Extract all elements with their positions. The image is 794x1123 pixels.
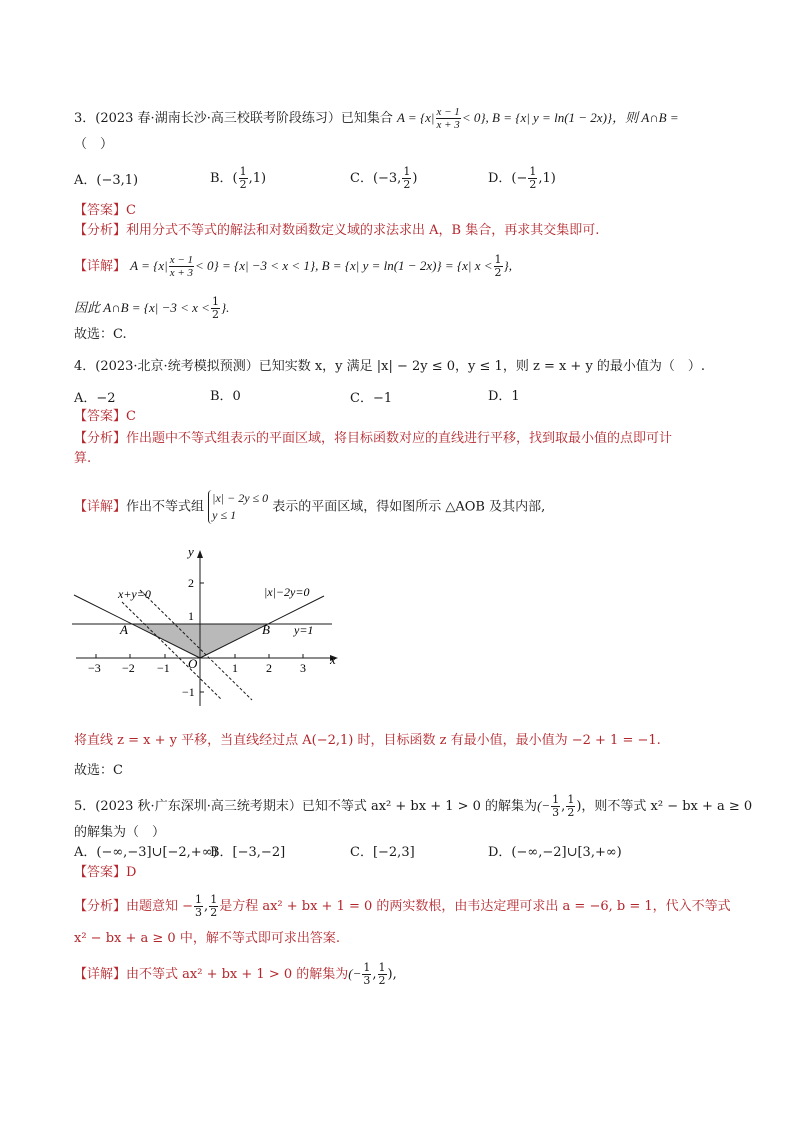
q5-den-1: 3: [552, 806, 560, 819]
q5-detail-sep: ,: [372, 967, 377, 982]
q4-option-d: D．1: [488, 389, 520, 404]
q3-option-d-num: 1: [529, 165, 537, 178]
q4-detail-tag: 【详解】: [74, 499, 127, 515]
q3-option-c: [350, 166, 417, 191]
q4-stem: 4．(2023·北京·统考模拟预测）已知实数 x，y 满足 |x| − 2y ≤ 0，y ≤ 1，则 z = x + y 的最小值为（ ）.: [74, 359, 706, 374]
q3-option-d-post: ,1): [538, 171, 556, 186]
q3-option-a: A．(−3,1): [74, 173, 139, 188]
q5-analysis-a: 由题意知 −: [126, 899, 194, 914]
q3-option-d: [488, 166, 556, 191]
q3-detail-fraction: [169, 254, 194, 279]
q3-set-a-suffix: < 0}, B = {x| y = ln(1 − 2x)}，则 A∩B =: [461, 110, 679, 125]
y-tick-label: 2: [188, 576, 194, 590]
q3-option-d-frac: [528, 166, 537, 191]
q5-stem-line2: 的解集为（ ）: [74, 825, 166, 840]
q5-sep: ,: [561, 799, 566, 814]
q5-analysis-den-2: 2: [210, 906, 218, 919]
q4-detail-part-a: 作出不等式组: [126, 499, 205, 515]
q3-option-b: [210, 166, 266, 191]
q3-option-b-den: 2: [239, 178, 247, 191]
q3-analysis: [74, 222, 754, 240]
q5-analysis-sep: ,: [204, 899, 209, 914]
q4-option-a: A．−2: [74, 391, 116, 406]
x-tick-label: −1: [157, 661, 170, 675]
q3-option-c-num: 1: [403, 165, 411, 178]
q3-option-c-post: ): [412, 171, 418, 186]
q3-option-b-num: 1: [239, 165, 247, 178]
q3-fraction: [436, 106, 461, 131]
q4-option-c: C．−1: [350, 391, 393, 406]
q5-analysis-den-1: 3: [195, 906, 203, 919]
q4-detail-part-b: 表示的平面区域，得如图所示 △AOB 及其内部,: [272, 499, 546, 515]
x-tick-label: −2: [122, 661, 135, 675]
q3-detail-part-a: A = {x|: [130, 258, 168, 273]
q5-stem: [74, 794, 754, 819]
q3-option-d-den: 2: [529, 178, 537, 191]
q3-detail-part-b: < 0} = {x| −3 < x < 1}, B = {x| y = ln(1 − 2x)} = {x| x <: [195, 258, 493, 273]
q5-detail-b: (−: [348, 966, 362, 981]
q4-analysis: [74, 430, 754, 448]
q3-option-b-frac: [239, 166, 248, 191]
line-label-x-plus-y: x+y=0: [118, 587, 151, 601]
q3-hence: [74, 296, 754, 321]
q3-stem: [74, 106, 754, 131]
q3-detail-tag: 【详解】: [74, 259, 127, 274]
q5-detail-num-2: 1: [378, 961, 386, 974]
q3-hence-half-num: 1: [211, 295, 219, 308]
q3-half-den: 2: [494, 266, 502, 279]
q5-detail-frac-2: [378, 962, 387, 987]
q3-stem-text: 3．(2023 春·湖南长沙·高三校联考阶段练习）已知集合: [74, 111, 393, 126]
x-tick-label: 3: [300, 661, 306, 675]
q5-detail-frac-1: [362, 962, 371, 987]
q5-option-a: A．(−∞,−3]∪[−2,+∞): [74, 845, 218, 860]
q4-option-b: B．0: [210, 389, 241, 404]
q5-option-c: C．[−2,3]: [350, 845, 415, 860]
q4-case-2: y ≤ 1: [212, 508, 237, 522]
q3-hence-part-b: }.: [220, 300, 230, 315]
q5-detail: [74, 962, 754, 987]
q3-answer: 【答案】C: [74, 203, 136, 218]
q5-frac-1: [551, 794, 560, 819]
q5-stem-b: (−: [537, 798, 551, 813]
q3-hence-half: [211, 296, 220, 321]
x-tick-label: −3: [88, 661, 101, 675]
q5-detail-tag: 【详解】: [74, 967, 127, 982]
q5-answer: 【答案】D: [74, 865, 137, 880]
point-b-label: B: [262, 622, 270, 637]
q3-option-c-pre: C．(−3,: [350, 171, 402, 186]
x-axis-label: x: [330, 652, 336, 667]
q3-hence-part-a: 因此 A∩B = {x| −3 < x <: [74, 300, 210, 315]
q3-detail-part-c: },: [503, 258, 512, 273]
q3-half-num: 1: [494, 253, 502, 266]
q3-detail: [74, 254, 754, 279]
q3-option-c-frac: [402, 166, 411, 191]
x-tick-label: 2: [266, 661, 272, 675]
q5-analysis-num-1: 1: [195, 893, 203, 906]
q5-num-2: 1: [567, 793, 575, 806]
q5-num-1: 1: [552, 793, 560, 806]
q3-set-a-prefix: A = {x|: [396, 110, 435, 125]
q5-frac-2: [566, 794, 575, 819]
q5-detail-num-1: 1: [363, 961, 371, 974]
q5-analysis-frac-1: [194, 894, 203, 919]
q5-detail-c: ),: [387, 967, 397, 982]
q3-detail-den: x + 3: [169, 267, 193, 279]
q5-option-d: D．(−∞,−2]∪[3,+∞): [488, 845, 622, 860]
x-tick-label: 1: [232, 661, 238, 675]
q4-conclusion: 将直线 z = x + y 平移，当直线经过点 A(−2,1) 时，目标函数 z 有最小值，最小值为 −2 + 1 = −1.: [74, 733, 661, 748]
q3-option-b-post: ,1): [248, 171, 267, 186]
y-axis-label: y: [188, 544, 194, 559]
q3-choice: 故选：C.: [74, 327, 127, 342]
y-tick-label: 1: [188, 609, 194, 623]
q4-region-graph: [72, 540, 352, 710]
q5-detail-den-1: 3: [363, 974, 371, 987]
q4-analysis-tag: 【分析】: [74, 431, 127, 446]
line-label-abs-x: |x|−2y=0: [264, 585, 310, 599]
q3-frac-den: x + 3: [436, 119, 460, 131]
origin-label: O: [188, 656, 198, 671]
q5-analysis-b: 是方程 ax² + bx + 1 = 0 的两实数根，由韦达定理可求出 a = −6, b = 1，代入不等式: [219, 899, 731, 914]
q5-detail-den-2: 2: [378, 974, 386, 987]
line-label-y1: y=1: [294, 623, 314, 637]
q4-analysis-line2: 算.: [74, 451, 92, 466]
q3-detail-num: x − 1: [169, 254, 193, 266]
q3-detail-half: [494, 254, 503, 279]
point-a-label: A: [120, 622, 128, 637]
q5-detail-a: 由不等式 ax² + bx + 1 > 0 的解集为: [126, 967, 349, 982]
y-tick-label: −1: [182, 685, 195, 699]
q3-hence-half-den: 2: [211, 308, 219, 321]
q4-answer: 【答案】C: [74, 409, 136, 424]
q5-stem-c: )，则不等式 x² − bx + a ≥ 0: [576, 799, 753, 814]
q4-inequality-system: [208, 490, 268, 524]
q3-analysis-tag: 【分析】: [74, 223, 127, 238]
q4-choice: 故选：C: [74, 763, 123, 778]
q3-option-c-den: 2: [403, 178, 411, 191]
q3-analysis-text: 利用分式不等式的解法和对数函数定义域的求法求出 A，B 集合，再求其交集即可.: [126, 223, 600, 238]
q3-frac-num: x − 1: [436, 106, 460, 118]
q5-analysis-c: x² − bx + a ≥ 0 中，解不等式即可求出答案.: [74, 931, 340, 946]
q4-analysis-line1: 作出题中不等式组表示的平面区域，将目标函数对应的直线进行平移，找到取最小值的点即可计: [126, 431, 673, 446]
q5-analysis-tag: 【分析】: [74, 899, 127, 914]
q5-analysis: [74, 894, 754, 919]
y-axis-arrow-icon: [197, 550, 203, 558]
q5-stem-a: 5．(2023 秋·广东深圳·高三统考期末）已知不等式 ax² + bx + 1 > 0 的解集为: [74, 799, 538, 814]
q3-option-d-pre: D．(−: [488, 171, 528, 186]
q4-case-1: |x| − 2y ≤ 0: [212, 491, 269, 505]
q3-option-b-pre: B．(: [210, 171, 238, 186]
q5-den-2: 2: [567, 806, 575, 819]
q5-option-b: B．[−3,−2]: [210, 845, 286, 860]
q4-detail: [74, 490, 754, 524]
q5-analysis-num-2: 1: [210, 893, 218, 906]
q3-paren: （ ）: [74, 137, 114, 152]
q5-analysis-frac-2: [209, 894, 218, 919]
